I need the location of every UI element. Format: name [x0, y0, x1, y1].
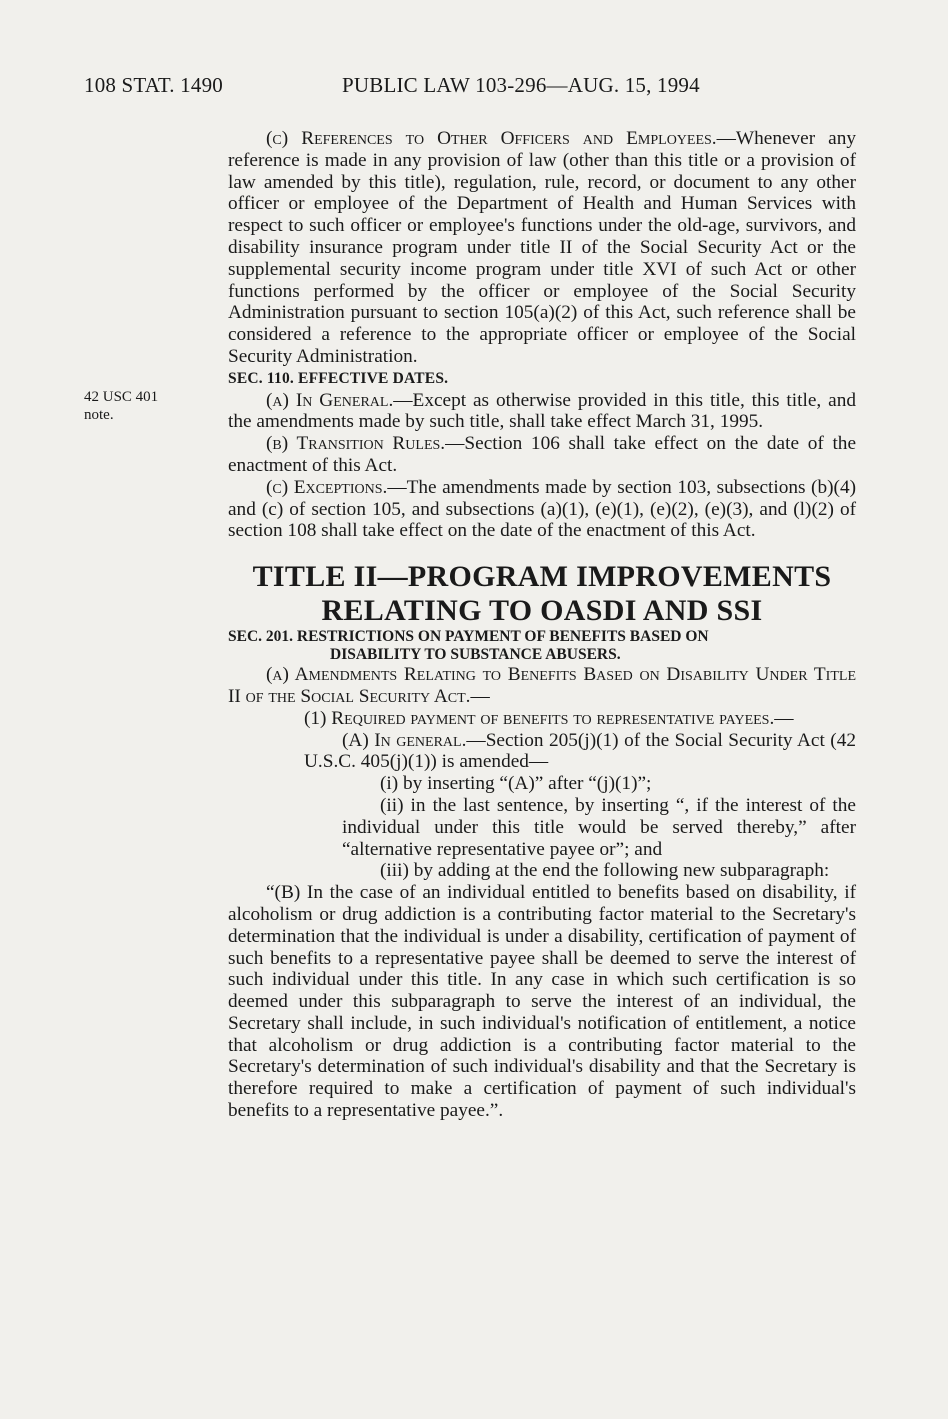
- margin-note-usc: 42 USC 401: [84, 389, 159, 405]
- sec109-c-heading: (c) References to Other Officers and Employees.: [266, 128, 717, 149]
- sec201-paragraph-1: [228, 708, 856, 730]
- sec201-subsection-a: [228, 664, 856, 708]
- sec201-heading: [228, 628, 856, 664]
- sec110-subsection-c: [228, 477, 856, 542]
- sec201-clause-ii: (ii) in the last sentence, by inserting “, if the interest of the individual under this title would be served thereby,” after “alternative representative payee or”; and: [342, 794, 856, 860]
- sec110-subsection-a: [228, 390, 856, 434]
- document-body: [228, 128, 856, 1122]
- sec110-a-label: (a) In General.: [266, 389, 394, 411]
- sec110-a-text: —Except as otherwise provided in this title, this title, and the amendments made by such title, shall take effect March 31, 1995.: [228, 389, 856, 433]
- sec201-subparagraph-A: [228, 730, 856, 774]
- sec109-subsection-c: [228, 128, 856, 368]
- sec201-A-label: (A) In general.: [342, 729, 467, 751]
- sec201-a-label: (a) Amendments Relating to Benefits Based on Disability Under Title II of the Social Security Act.: [228, 664, 856, 707]
- margin-note-note: note.: [84, 407, 114, 423]
- sec110-heading: SEC. 110. EFFECTIVE DATES.: [228, 369, 449, 387]
- public-law-citation: PUBLIC LAW 103-296—AUG. 15, 1994: [342, 73, 700, 97]
- sec201-heading-line-1: SEC. 201. RESTRICTIONS ON PAYMENT OF BENEFITS BASED ON: [228, 628, 709, 646]
- sec110-b-label: (b) Transition Rules.: [266, 433, 446, 455]
- sec201-p1-label: (1) Required payment of benefits to representative payees.: [304, 707, 775, 729]
- sec201-clause-iii: (iii) by adding at the end the following new subparagraph:: [380, 860, 830, 882]
- sec201-a-dash: —: [470, 685, 490, 707]
- sec201-p1-dash: —: [774, 707, 794, 729]
- sec110-subsection-b: [228, 433, 856, 477]
- sec201-clause-i: (i) by inserting “(A)” after “(j)(1)”;: [380, 773, 652, 795]
- margin-note: [84, 388, 158, 424]
- title-heading: [228, 560, 856, 628]
- title-line-2: RELATING TO OASDI AND SSI: [321, 594, 763, 628]
- sec109-c-text: —Whenever any reference is made in any provision of law (other than this title or a provision of law amended by this title), regulation, rule, record, or document to any other officer or employee of the Department of Health and Human Services with respect to such officer or employee's functions under the old-age, survivors, and disability insurance program under title II of the Social Security Act or the supplemental security income program under title XVI of such Act or other functions performed by the officer or employee of the Social Security Administration pursuant to section 105(a)(2) of this Act, such reference shall be considered a reference to the appropriate officer or employee of the Social Security Administration.: [228, 128, 856, 367]
- sec201-A-text: —Section 205(j)(1) of the Social Security Act (42 U.S.C. 405(j)(1)) is amended—: [304, 729, 856, 773]
- title-line-1: TITLE II—PROGRAM IMPROVEMENTS: [252, 560, 832, 594]
- sec110-c-label: (c) Exceptions.: [266, 476, 388, 498]
- sec110-c-text: —The amendments made by section 103, subsections (b)(4) and (c) of section 105, and subsections (a)(1), (e)(1), (e)(2), (e)(3), and (l)(2) of section 108 shall take effect on the date of the enactment of this Act.: [228, 476, 857, 542]
- stat-page-number: 108 STAT. 1490: [84, 73, 223, 97]
- sec201-quoted-subparagraph-B: “(B) In the case of an individual entitled to benefits based on disability, if alcoholism or drug addiction is a contributing factor material to the Secretary's determination that the individual is under a disability, certification of payment of such benefits to a representative payee shall be deemed to serve the interest of such individual under this title. In any case in which such certification is so deemed under this subparagraph to serve the interest of an individual, the Secretary shall include, in such individual's notification of entitlement, a notice that alcoholism or drug addiction is a contributing factor material to the Secretary's determination of such individual's disability and that the Secretary is therefore required to make a certification of payment of such individual's benefits to a representative payee.”.: [228, 882, 856, 1122]
- sec201-heading-line-2: DISABILITY TO SUBSTANCE ABUSERS.: [330, 646, 621, 664]
- sec110-b-text: —Section 106 shall take effect on the date of the enactment of this Act.: [228, 433, 857, 476]
